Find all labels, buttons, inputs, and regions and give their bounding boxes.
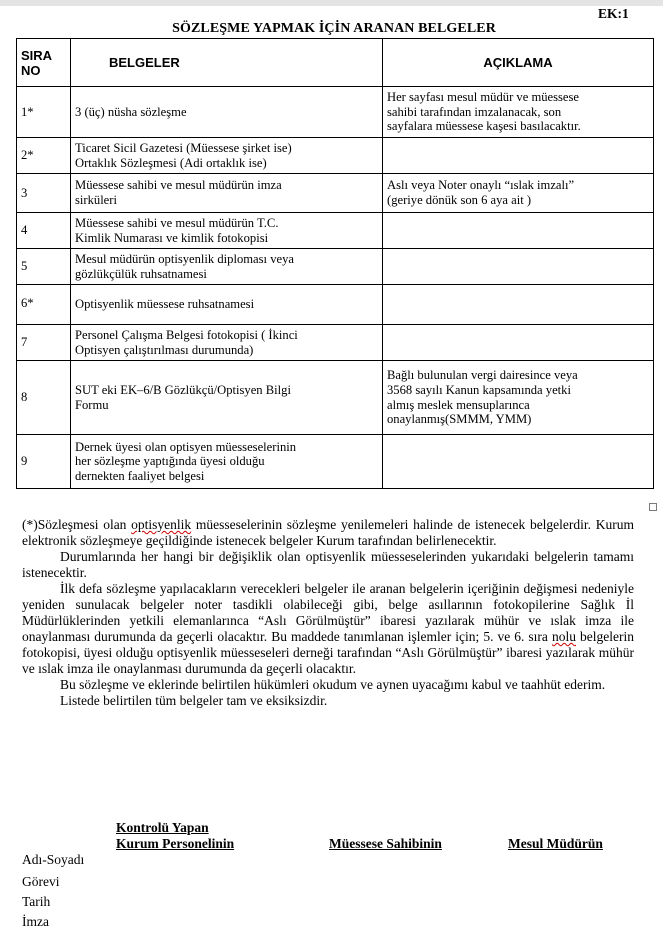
row-document <box>71 138 383 174</box>
label-date: Tarih <box>22 894 51 909</box>
header-no <box>17 39 71 87</box>
row-document <box>71 285 383 325</box>
signature-kurum-heading <box>116 820 234 852</box>
row-document <box>71 249 383 285</box>
doc-line: Müessese sahibi ve mesul müdürün T.C. <box>75 215 279 230</box>
row-description <box>383 138 654 174</box>
table-row <box>17 325 654 361</box>
desc-line: sahibi tarafından imzalanacak, son <box>387 104 562 119</box>
table-row <box>17 213 654 249</box>
doc-line: Müessese sahibi ve mesul müdürün imza <box>75 178 282 193</box>
header-description: AÇIKLAMA <box>383 39 654 87</box>
note-paragraph-1 <box>22 517 634 549</box>
row-document <box>71 435 383 489</box>
desc-line: Her sayfası mesul müdür ve müessese <box>387 90 580 105</box>
row-number: 9 <box>17 435 71 489</box>
doc-line: Ortaklık Sözleşmesi (Adi ortaklık ise) <box>75 155 267 170</box>
row-description <box>383 435 654 489</box>
table-resize-handle[interactable] <box>649 503 657 511</box>
row-document <box>71 325 383 361</box>
documents-table <box>16 38 654 489</box>
desc-line: sayfalara müessese kaşesi basılacaktır. <box>387 119 581 134</box>
header-no-line2: NO <box>21 62 41 78</box>
table-row <box>17 174 654 213</box>
desc-line: Bağlı bulunulan vergi dairesince veya <box>387 368 578 383</box>
row-number: 1* <box>17 87 71 138</box>
row-description <box>383 325 654 361</box>
doc-line: Formu <box>75 397 109 412</box>
doc-line: 3 (üç) nüsha sözleşme <box>75 104 187 119</box>
header-no-line1: SIRA <box>21 47 53 63</box>
row-number: 4 <box>17 213 71 249</box>
label-signature: İmza <box>22 914 49 929</box>
signature-manager-heading: Mesul Müdürün <box>508 836 603 851</box>
label-position: Görevi <box>22 874 60 889</box>
spellcheck-flagged-word[interactable]: optisyenlik <box>131 517 192 532</box>
kurum-heading-line1: Kontrolü Yapan <box>116 820 209 835</box>
note-paragraph-5: Listede belirtilen tüm belgeler tam ve eksiksizdir. <box>60 693 328 708</box>
row-description <box>383 285 654 325</box>
note-paragraph-3 <box>22 581 634 677</box>
desc-line: onaylanmış(SMMM, YMM) <box>387 412 532 427</box>
note-text: İlk defa sözleşme yapılacakların verecekleri belgeler ile aranan belgelerin içeriğinin değişmesi nedeniyle yeniden sunulacak belgeler noter tasdikli olabileceği gibi, belge asıllarının fotokopilerine Sağlık İl Müdürlüklerinden yetkili elemanlarınca “Aslı Görülmüştür” ibaresi yazılarak mühür ve ıslak imza ile onaylanması durumunda da geçerli olacaktır. Bu maddede tanımlanan işlemler için; 5. ve 6. sıra <box>22 581 634 644</box>
table-row <box>17 87 654 138</box>
doc-line: her sözleşme yaptığında üyesi olduğu <box>75 454 265 469</box>
doc-line: Mesul müdürün optisyenlik diploması veya <box>75 251 294 266</box>
row-number: 2* <box>17 138 71 174</box>
doc-line: SUT eki EK–6/B Gözlükçü/Optisyen Bilgi <box>75 382 291 397</box>
row-number: 5 <box>17 249 71 285</box>
annex-label: EK:1 <box>598 6 629 21</box>
row-document <box>71 361 383 435</box>
row-description <box>383 249 654 285</box>
doc-line: Dernek üyesi olan optisyen müesseselerinin <box>75 439 297 454</box>
row-description <box>383 87 654 138</box>
row-number: 8 <box>17 361 71 435</box>
table-row <box>17 285 654 325</box>
table-row <box>17 249 654 285</box>
row-number: 7 <box>17 325 71 361</box>
note-text: müesseselerinin sözleşme yenilemeleri halinde de istenecek belgelerdir. Kurum elektronik sözleşmeye geçildiğinde istenecek belgeler Kurum tarafından belirlenecektir. <box>22 517 634 548</box>
notes-section <box>22 517 634 709</box>
row-description <box>383 174 654 213</box>
doc-line: Kimlik Numarası ve kimlik fotokopisi <box>75 230 269 245</box>
doc-line: dernekten faaliyet belgesi <box>75 468 205 483</box>
note-text: belgelerin fotokopisi, üyesi olduğu optisyenlik müesseseleri derneği tarafından “Aslı Görülmüştür” ibaresi yazılarak mühür ve ıslak imza ile onaylanması durumunda da geçerli olacaktır. <box>22 629 634 676</box>
header-documents: BELGELER <box>71 39 383 87</box>
row-number: 6* <box>17 285 71 325</box>
doc-line: sirküleri <box>75 193 117 207</box>
row-document <box>71 174 383 213</box>
signature-owner-heading: Müessese Sahibinin <box>329 836 442 851</box>
row-document <box>71 87 383 138</box>
note-text: (*)Sözleşmesi olan <box>22 517 132 532</box>
desc-line: (geriye dönük son 6 aya ait ) <box>387 193 532 207</box>
doc-line: Optisyenlik müessese ruhsatnamesi <box>75 297 255 312</box>
table-row <box>17 435 654 489</box>
row-description <box>383 213 654 249</box>
row-number: 3 <box>17 174 71 213</box>
doc-line: gözlükçülük ruhsatnamesi <box>75 266 207 281</box>
page-title: SÖZLEŞME YAPMAK İÇİN ARANAN BELGELER <box>172 21 496 36</box>
window-top-strip <box>0 0 663 6</box>
row-description <box>383 361 654 435</box>
spellcheck-flagged-word[interactable]: nolu <box>551 629 576 644</box>
desc-line: almış meslek mensuplarınca <box>387 397 530 412</box>
desc-line: 3568 sayılı Kanun kapsamında yetki <box>387 382 571 397</box>
table-row <box>17 138 654 174</box>
label-name-surname: Adı-Soyadı <box>22 852 85 867</box>
kurum-heading-line2: Kurum Personelinin <box>116 836 235 851</box>
desc-line: Aslı veya Noter onaylı “ıslak imzalı” <box>387 178 575 193</box>
note-paragraph-4: Bu sözleşme ve eklerinde belirtilen hükümleri okudum ve aynen uyacağımı kabul ve taahhüt ederim. <box>60 677 606 692</box>
note-paragraph-2: Durumlarında her hangi bir değişiklik olan optisyenlik müesseselerinden yukarıdaki belgelerin tamamı istenecektir. <box>22 549 634 580</box>
table-row <box>17 361 654 435</box>
doc-line: Ticaret Sicil Gazetesi (Müessese şirket ise) <box>75 140 292 155</box>
doc-line: Optisyen çalıştırılması durumunda) <box>75 342 254 357</box>
doc-line: Personel Çalışma Belgesi fotokopisi ( İkinci <box>75 327 298 342</box>
row-document <box>71 213 383 249</box>
table-header-row <box>17 39 654 87</box>
